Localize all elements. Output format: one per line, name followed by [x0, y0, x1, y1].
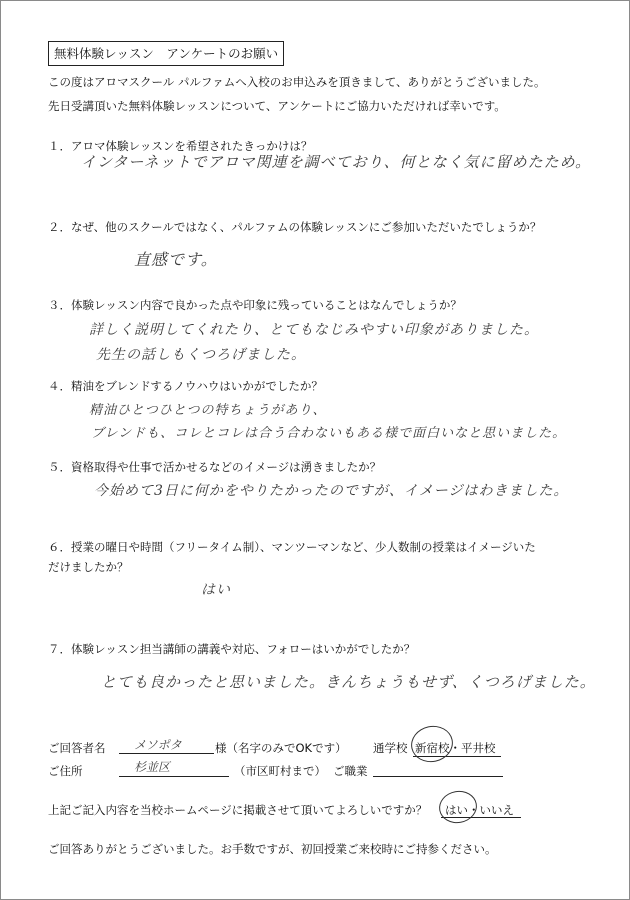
question-6: ６．授業の曜日や時間（フリータイム制）、マンツーマンなど、少人数制の授業はイメージいた — [48, 540, 536, 554]
answer-4-line-1: 精油ひとつひとつの特ちょうがあり、 — [89, 403, 327, 418]
job-label: ご職業 — [333, 764, 368, 778]
answer-1: インターネットでアロマ関連を調べており、何となく気に留めたため。 — [81, 153, 592, 171]
name-underline — [119, 752, 214, 754]
answer-3-line-2: 先生の話しもくつろげました。 — [96, 347, 306, 363]
answer-5: 今始めて3日に何かをやりたかったのですが、イメージはわきました。 — [94, 483, 569, 499]
school-circle-mark — [408, 722, 457, 766]
answer-7: とても良かったと思いました。きんちょうもせず、くつろげました。 — [101, 673, 596, 691]
question-1: １．アロマ体験レッスンを希望されたきっかけは？ — [48, 139, 313, 153]
question-7: ７．体験レッスン担当講師の講義や対応、フォローはいかがでしたか？ — [48, 642, 416, 656]
question-4: ４．精油をブレンドするノウハウはいかがでしたか？ — [48, 379, 323, 393]
closing-message: ご回答ありがとうございました。お手数ですが、初回授業ご来校時にご持参ください。 — [48, 842, 497, 856]
answer-4-line-2: ブレンドも、コレとコレは合う合わないもある様で面白いなと思いました。 — [91, 426, 567, 441]
consent-options: はい・いいえ — [445, 803, 514, 817]
address-underline — [119, 775, 229, 777]
job-underline — [373, 775, 503, 777]
answer-2: 直感です。 — [134, 250, 218, 269]
address-value: 杉並区 — [134, 760, 171, 774]
survey-title: 無料体験レッスン アンケートのお願い — [48, 41, 284, 66]
school-label: 通学校 — [373, 741, 408, 755]
name-value: メソポタ — [134, 738, 182, 752]
question-6-cont: だけましたか？ — [48, 560, 129, 574]
question-3: ３．体験レッスン内容で良かった点や印象に残っていることはなんでしょうか？ — [48, 298, 462, 312]
name-label: ご回答者名 — [48, 741, 106, 755]
address-note: （市区町村まで） — [234, 764, 326, 778]
consent-question: 上記ご記入内容を当校ホームページに掲載させて頂いてよろしいですか？ — [48, 803, 428, 817]
intro-line-2: 先日受講頂いた無料体験レッスンについて、アンケートにご協力いただければ幸いです。 — [48, 99, 506, 113]
question-5: ５．資格取得や仕事で活かせるなどのイメージは湧きましたか？ — [48, 460, 382, 474]
answer-6: はい — [201, 582, 231, 598]
name-suffix: 様（名字のみでOKです） — [215, 741, 347, 755]
intro-line-1: この度はアロマスクール パルファムへ入校のお申込みを頂きまして、ありがとうございました。 — [48, 75, 546, 89]
school-options: 新宿校・平井校 — [415, 741, 496, 755]
question-2: ２．なぜ、他のスクールではなく、パルファムの体験レッスンにご参加いただいたでしょうか？ — [48, 220, 542, 234]
address-label: ご住所 — [48, 764, 83, 778]
consent-circle-mark — [437, 788, 480, 826]
answer-3-line-1: 詳しく説明してくれたり、とてもなじみやすい印象がありました。 — [89, 322, 539, 338]
